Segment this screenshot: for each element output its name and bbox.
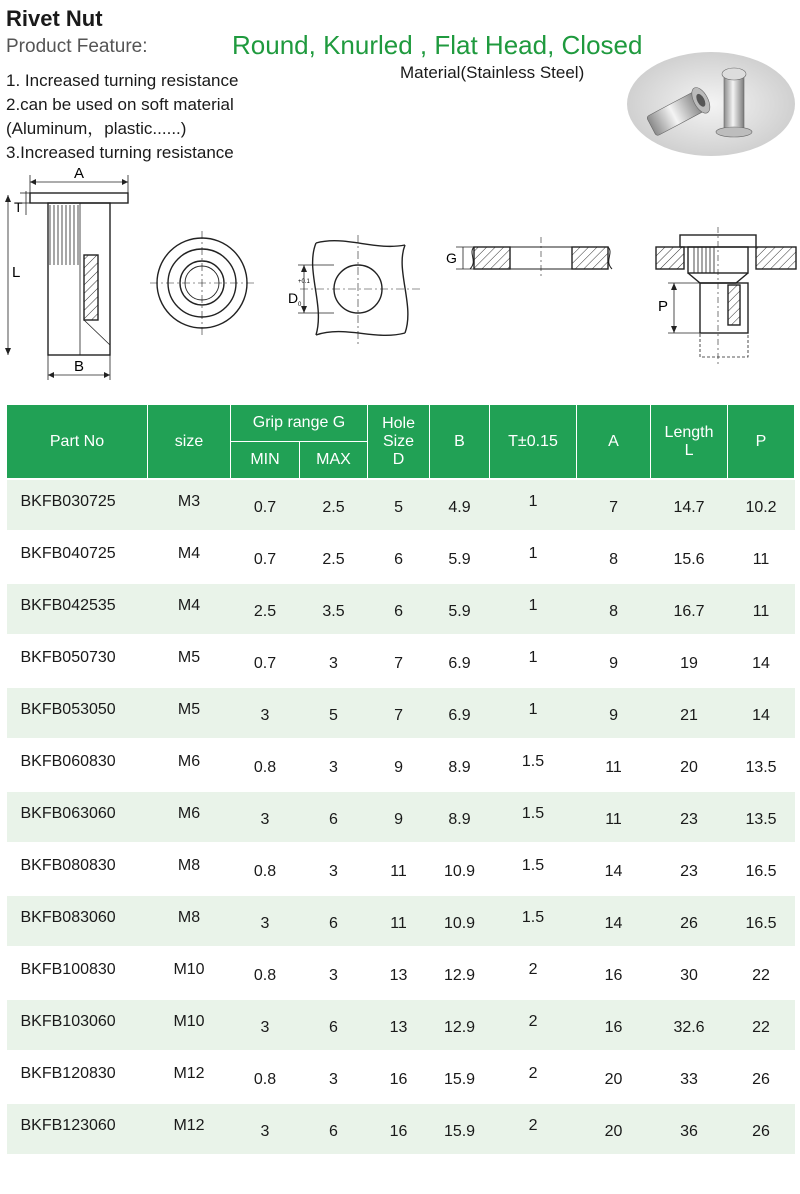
cell-a: 20 <box>577 1103 651 1155</box>
sheet-section-drawing <box>456 237 612 279</box>
technical-drawings <box>0 165 800 390</box>
feature-item: 2.can be used on soft material <box>6 95 234 114</box>
header-t: T±0.15 <box>490 405 577 480</box>
cell-t: 1 <box>490 531 577 583</box>
header-length-line-1: Length <box>664 423 714 441</box>
header-length-line-2: L <box>684 441 694 459</box>
cell-a: 9 <box>577 635 651 687</box>
cell-t: 2 <box>490 999 577 1051</box>
cell-p: 11 <box>728 583 795 635</box>
cell-max: 3 <box>300 843 368 895</box>
header-b: B <box>430 405 490 480</box>
table-row <box>7 999 795 1051</box>
cell-p: 14 <box>728 635 795 687</box>
table-row-empty <box>7 1155 795 1193</box>
header-length <box>651 405 728 480</box>
cell-a: 14 <box>577 895 651 947</box>
cell-part-no: BKFB060830 <box>7 739 148 791</box>
cell-hole: 13 <box>368 947 430 999</box>
cell-part-no: BKFB030725 <box>7 479 148 531</box>
cell-length: 30 <box>651 947 728 999</box>
cell-t: 1 <box>490 583 577 635</box>
cell-max: 6 <box>300 1103 368 1155</box>
cell-b: 15.9 <box>430 1051 490 1103</box>
cell-t: 1.5 <box>490 791 577 843</box>
dim-tolerance-top: +0.1 <box>298 279 310 285</box>
cell-a: 8 <box>577 531 651 583</box>
dim-label-b: B <box>73 358 85 375</box>
cell-a: 14 <box>577 843 651 895</box>
cell-hole: 11 <box>368 843 430 895</box>
cell-min: 3 <box>231 687 300 739</box>
installed-view-drawing <box>656 227 796 365</box>
table-row <box>7 635 795 687</box>
cell-min: 3 <box>231 999 300 1051</box>
cell-size: M10 <box>148 999 231 1051</box>
table-row <box>7 583 795 635</box>
cell-size: M6 <box>148 791 231 843</box>
cell-max: 3 <box>300 739 368 791</box>
dim-label-g: G <box>446 250 457 266</box>
cell-length: 19 <box>651 635 728 687</box>
cell-size: M3 <box>148 479 231 531</box>
header-min: MIN <box>231 442 300 480</box>
cell-hole: 9 <box>368 791 430 843</box>
cell-p: 26 <box>728 1051 795 1103</box>
cell-size: M8 <box>148 843 231 895</box>
cell-min: 3 <box>231 1103 300 1155</box>
cell-size: M5 <box>148 635 231 687</box>
dim-label-t: T <box>14 199 23 215</box>
cell-part-no: BKFB103060 <box>7 999 148 1051</box>
table-row <box>7 843 795 895</box>
cell-part-no: BKFB083060 <box>7 895 148 947</box>
header-part-no: Part No <box>7 405 148 480</box>
cell-b: 12.9 <box>430 947 490 999</box>
cell-b: 12.9 <box>430 999 490 1051</box>
cell-a: 9 <box>577 687 651 739</box>
cell-p: 16.5 <box>728 895 795 947</box>
cell-b: 15.9 <box>430 1103 490 1155</box>
cell-max: 5 <box>300 687 368 739</box>
feature-item: 3.Increased turning resistance <box>6 143 234 162</box>
cell-size: M12 <box>148 1103 231 1155</box>
cell-p: 22 <box>728 947 795 999</box>
material-label: Material(Stainless Steel) <box>400 63 585 82</box>
hole-drawing <box>298 235 420 345</box>
header-p: P <box>728 405 795 480</box>
cell-p: 10.2 <box>728 479 795 531</box>
spec-table <box>6 404 795 1194</box>
feature-list <box>6 69 238 165</box>
cell-b: 4.9 <box>430 479 490 531</box>
cell-b: 6.9 <box>430 635 490 687</box>
cell-part-no: BKFB040725 <box>7 531 148 583</box>
cell-p: 11 <box>728 531 795 583</box>
header-hole-size <box>368 405 430 480</box>
header-hole-line-3: D <box>392 450 405 468</box>
cell-min: 2.5 <box>231 583 300 635</box>
top-view-drawing <box>150 231 254 335</box>
cell-size: M8 <box>148 895 231 947</box>
cell-t: 2 <box>490 947 577 999</box>
cell-a: 8 <box>577 583 651 635</box>
table-row <box>7 1051 795 1103</box>
header-size: size <box>148 405 231 480</box>
header-grip-range: Grip range G <box>231 405 368 442</box>
cell-t: 1.5 <box>490 739 577 791</box>
cell-size: M5 <box>148 687 231 739</box>
cell-length: 16.7 <box>651 583 728 635</box>
side-view-drawing <box>5 175 128 380</box>
cell-max: 6 <box>300 895 368 947</box>
cell-min: 0.8 <box>231 947 300 999</box>
cell-length: 33 <box>651 1051 728 1103</box>
cell-max: 3 <box>300 635 368 687</box>
cell-max: 2.5 <box>300 479 368 531</box>
cell-max: 3.5 <box>300 583 368 635</box>
spec-table-body <box>7 479 795 1193</box>
cell-t: 1.5 <box>490 843 577 895</box>
cell-size: M6 <box>148 739 231 791</box>
product-subtitle: Round, Knurled , Flat Head, Closed <box>232 30 643 60</box>
cell-part-no: BKFB123060 <box>7 1103 148 1155</box>
cell-length: 36 <box>651 1103 728 1155</box>
cell-hole: 6 <box>368 583 430 635</box>
cell-part-no: BKFB053050 <box>7 687 148 739</box>
cell-min: 0.7 <box>231 479 300 531</box>
cell-max: 3 <box>300 947 368 999</box>
cell-part-no: BKFB050730 <box>7 635 148 687</box>
cell-length: 32.6 <box>651 999 728 1051</box>
cell-b: 8.9 <box>430 791 490 843</box>
cell-a: 20 <box>577 1051 651 1103</box>
cell-size: M12 <box>148 1051 231 1103</box>
cell-part-no: BKFB100830 <box>7 947 148 999</box>
cell-a: 16 <box>577 999 651 1051</box>
table-row <box>7 479 795 531</box>
header-hole-line-2: Size <box>382 432 415 450</box>
cell-max: 6 <box>300 791 368 843</box>
dim-label-a: A <box>73 165 85 182</box>
cell-min: 0.8 <box>231 739 300 791</box>
cell-size: M4 <box>148 583 231 635</box>
cell-t: 2 <box>490 1051 577 1103</box>
cell-a: 16 <box>577 947 651 999</box>
cell-part-no: BKFB042535 <box>7 583 148 635</box>
table-row <box>7 531 795 583</box>
cell-t: 1 <box>490 687 577 739</box>
cell-b: 5.9 <box>430 531 490 583</box>
cell-p: 14 <box>728 687 795 739</box>
cell-hole: 16 <box>368 1103 430 1155</box>
cell-max: 6 <box>300 999 368 1051</box>
cell-part-no: BKFB120830 <box>7 1051 148 1103</box>
cell-hole: 16 <box>368 1051 430 1103</box>
cell-length: 23 <box>651 843 728 895</box>
cell-p: 13.5 <box>728 791 795 843</box>
cell-b: 5.9 <box>430 583 490 635</box>
cell-min: 0.7 <box>231 531 300 583</box>
cell-length: 26 <box>651 895 728 947</box>
feature-item: 1. Increased turning resistance <box>6 71 239 90</box>
feature-label: Product Feature: <box>6 36 148 57</box>
cell-length: 14.7 <box>651 479 728 531</box>
cell-max: 2.5 <box>300 531 368 583</box>
cell-max: 3 <box>300 1051 368 1103</box>
cell-length: 21 <box>651 687 728 739</box>
cell-hole: 7 <box>368 687 430 739</box>
cell-b: 10.9 <box>430 843 490 895</box>
cell-a: 7 <box>577 479 651 531</box>
cell-t: 1.5 <box>490 895 577 947</box>
table-row <box>7 947 795 999</box>
cell-length: 23 <box>651 791 728 843</box>
cell-part-no: BKFB080830 <box>7 843 148 895</box>
cell-min: 0.8 <box>231 843 300 895</box>
cell-a: 11 <box>577 739 651 791</box>
cell-hole: 13 <box>368 999 430 1051</box>
header-hole-line-1: Hole <box>382 414 415 432</box>
empty-cell <box>7 1155 795 1193</box>
cell-p: 13.5 <box>728 739 795 791</box>
product-photo <box>626 52 796 157</box>
cell-p: 26 <box>728 1103 795 1155</box>
cell-hole: 6 <box>368 531 430 583</box>
table-row <box>7 1103 795 1155</box>
cell-size: M4 <box>148 531 231 583</box>
cell-min: 3 <box>231 895 300 947</box>
cell-b: 6.9 <box>430 687 490 739</box>
dim-label-d: D <box>288 290 299 306</box>
cell-min: 0.7 <box>231 635 300 687</box>
cell-p: 16.5 <box>728 843 795 895</box>
cell-hole: 7 <box>368 635 430 687</box>
cell-p: 22 <box>728 999 795 1051</box>
table-row <box>7 739 795 791</box>
cell-hole: 9 <box>368 739 430 791</box>
table-row <box>7 895 795 947</box>
cell-t: 1 <box>490 479 577 531</box>
cell-min: 0.8 <box>231 1051 300 1103</box>
cell-b: 8.9 <box>430 739 490 791</box>
cell-b: 10.9 <box>430 895 490 947</box>
cell-t: 2 <box>490 1103 577 1155</box>
header-max: MAX <box>300 442 368 480</box>
table-row <box>7 791 795 843</box>
cell-size: M10 <box>148 947 231 999</box>
cell-length: 20 <box>651 739 728 791</box>
header-a: A <box>577 405 651 480</box>
page-title: Rivet Nut <box>6 6 103 31</box>
cell-t: 1 <box>490 635 577 687</box>
cell-part-no: BKFB063060 <box>7 791 148 843</box>
cell-hole: 11 <box>368 895 430 947</box>
table-row <box>7 687 795 739</box>
feature-item: (Aluminum，plastic......) <box>6 119 187 138</box>
cell-min: 3 <box>231 791 300 843</box>
dim-label-l: L <box>12 264 21 281</box>
cell-a: 11 <box>577 791 651 843</box>
cell-hole: 5 <box>368 479 430 531</box>
dim-label-p: P <box>658 298 669 315</box>
dim-tolerance-bottom: 0 <box>298 302 302 308</box>
cell-length: 15.6 <box>651 531 728 583</box>
